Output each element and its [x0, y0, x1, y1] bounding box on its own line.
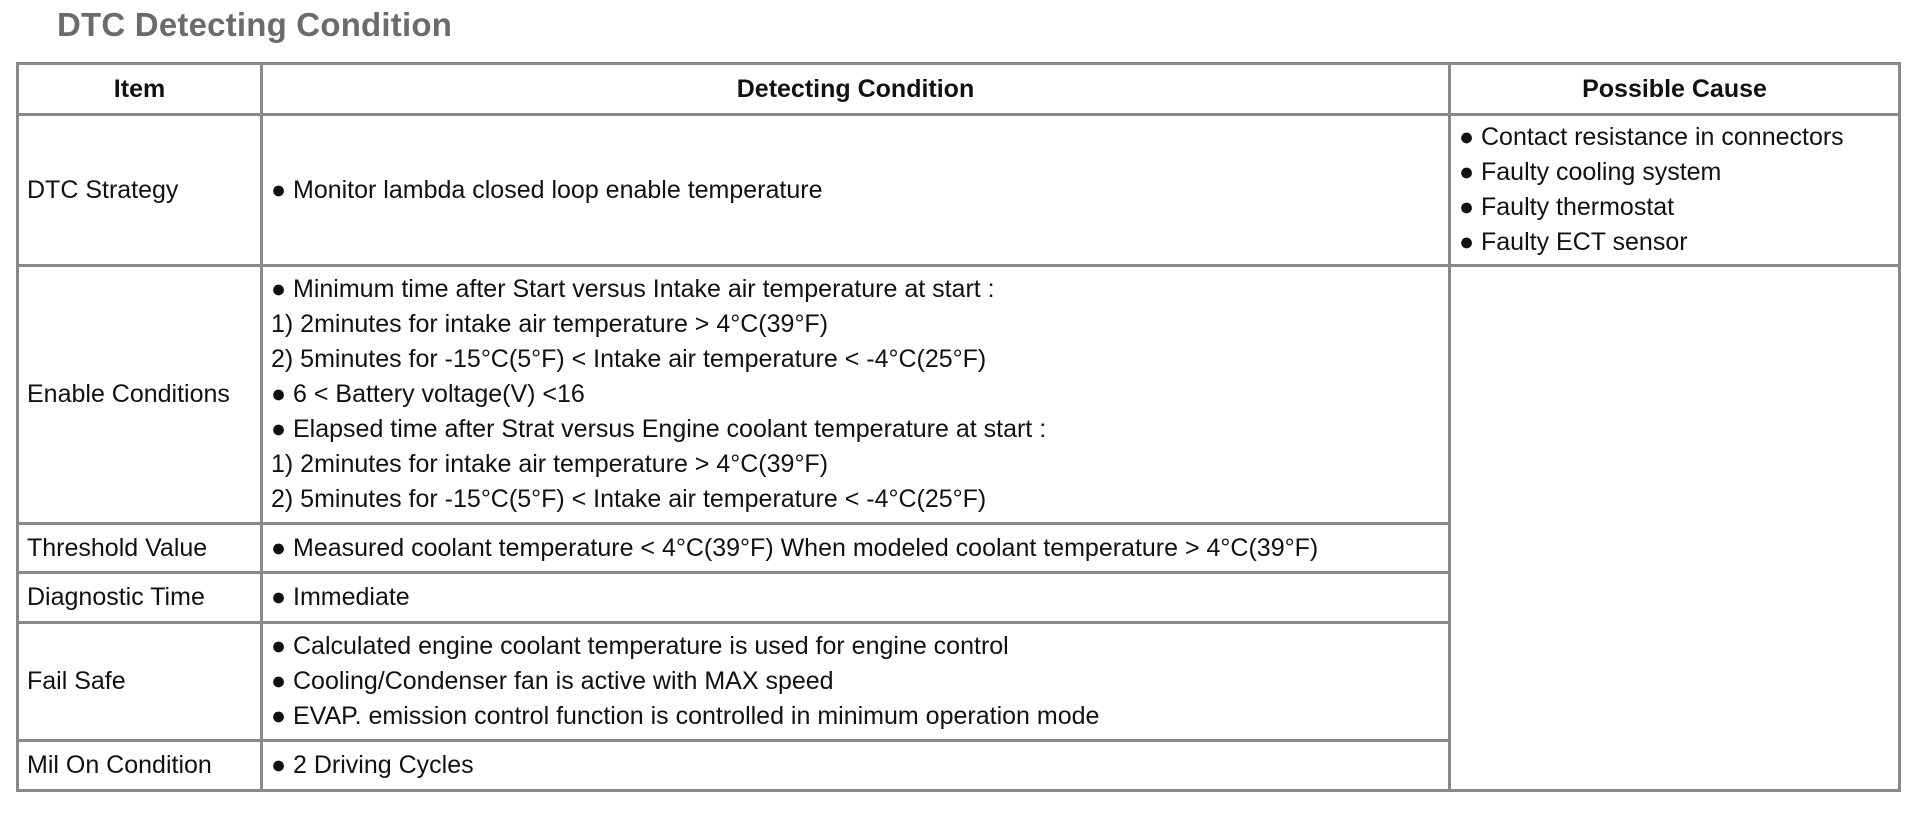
condition-text: Cooling/Condenser fan is active with MAX speed [293, 667, 834, 695]
bullet-icon: ● [1459, 228, 1475, 256]
condition-line [271, 272, 1440, 307]
condition-text: Immediate [293, 583, 410, 611]
condition-text: Monitor lambda closed loop enable temperature [293, 175, 823, 204]
condition-cell [262, 741, 1450, 791]
item-cell: DTC Strategy [18, 115, 262, 266]
page-title: DTC Detecting Condition [57, 6, 453, 43]
condition-text: 6 < Battery voltage(V) <16 [293, 380, 585, 408]
table-row [18, 115, 1900, 266]
bullet-icon: ● [271, 415, 287, 443]
condition-cell [262, 623, 1450, 741]
condition-line [271, 447, 1440, 482]
possible-cause-text: Faulty ECT sensor [1481, 228, 1688, 256]
condition-line [271, 412, 1440, 447]
bullet-icon: ● [271, 751, 287, 779]
condition-text: Elapsed time after Strat versus Engine coolant temperature at start : [293, 415, 1047, 443]
possible-cause-empty-cell [1450, 266, 1900, 791]
possible-cause-item [1459, 155, 1890, 190]
condition-text: 1) 2minutes for intake air temperature > 4°C(39°F) [271, 450, 829, 478]
possible-cause-item [1459, 120, 1890, 155]
condition-line [271, 377, 1440, 412]
bullet-icon: ● [271, 632, 287, 660]
bullet-icon: ● [1459, 123, 1475, 151]
table-row [18, 266, 1900, 524]
condition-cell [262, 266, 1450, 524]
header-possible-cause: Possible Cause [1450, 64, 1900, 115]
condition-line [271, 307, 1440, 342]
possible-cause-text: Faulty thermostat [1481, 193, 1675, 221]
possible-cause-item [1459, 225, 1890, 260]
header-detecting-condition: Detecting Condition [262, 64, 1450, 115]
condition-text: 2 Driving Cycles [293, 751, 474, 779]
condition-text: Measured coolant temperature < 4°C(39°F) When modeled coolant temperature > 4°C(39°F) [293, 533, 1319, 562]
condition-line [271, 580, 1440, 615]
condition-line [271, 699, 1440, 734]
bullet-icon: ● [271, 533, 287, 562]
bullet-icon: ● [271, 380, 287, 408]
condition-line [271, 629, 1440, 664]
condition-text: Minimum time after Start versus Intake air temperature at start : [293, 275, 995, 303]
possible-cause-text: Faulty cooling system [1481, 158, 1722, 186]
bullet-icon: ● [1459, 158, 1475, 186]
condition-cell [262, 115, 1450, 266]
table-header-row [18, 64, 1900, 115]
bullet-icon: ● [271, 667, 287, 695]
possible-cause-cell [1450, 115, 1900, 266]
condition-cell [262, 573, 1450, 623]
condition-text: 2) 5minutes for -15°C(5°F) < Intake air temperature < -4°C(25°F) [271, 345, 987, 373]
condition-text: 2) 5minutes for -15°C(5°F) < Intake air temperature < -4°C(25°F) [271, 485, 987, 513]
bullet-icon: ● [271, 702, 287, 730]
condition-text: EVAP. emission control function is controlled in minimum operation mode [293, 702, 1100, 730]
condition-line [271, 173, 1440, 208]
condition-line [271, 531, 1440, 566]
condition-text: Calculated engine coolant temperature is used for engine control [293, 632, 1009, 660]
bullet-icon: ● [271, 583, 287, 611]
condition-line [271, 664, 1440, 699]
bullet-icon: ● [271, 275, 287, 303]
condition-line [271, 342, 1440, 377]
dtc-detecting-condition-table [16, 62, 1901, 792]
condition-cell [262, 524, 1450, 573]
condition-line [271, 748, 1440, 783]
bullet-icon: ● [271, 175, 287, 204]
possible-cause-item [1459, 190, 1890, 225]
condition-text: 1) 2minutes for intake air temperature > 4°C(39°F) [271, 310, 829, 338]
condition-line [271, 482, 1440, 517]
item-cell: Diagnostic Time [18, 573, 262, 623]
header-item: Item [18, 64, 262, 115]
item-cell: Fail Safe [18, 623, 262, 741]
bullet-icon: ● [1459, 193, 1475, 221]
item-cell: Enable Conditions [18, 266, 262, 524]
item-cell: Threshold Value [18, 524, 262, 573]
possible-cause-text: Contact resistance in connectors [1481, 123, 1844, 151]
item-cell: Mil On Condition [18, 741, 262, 791]
